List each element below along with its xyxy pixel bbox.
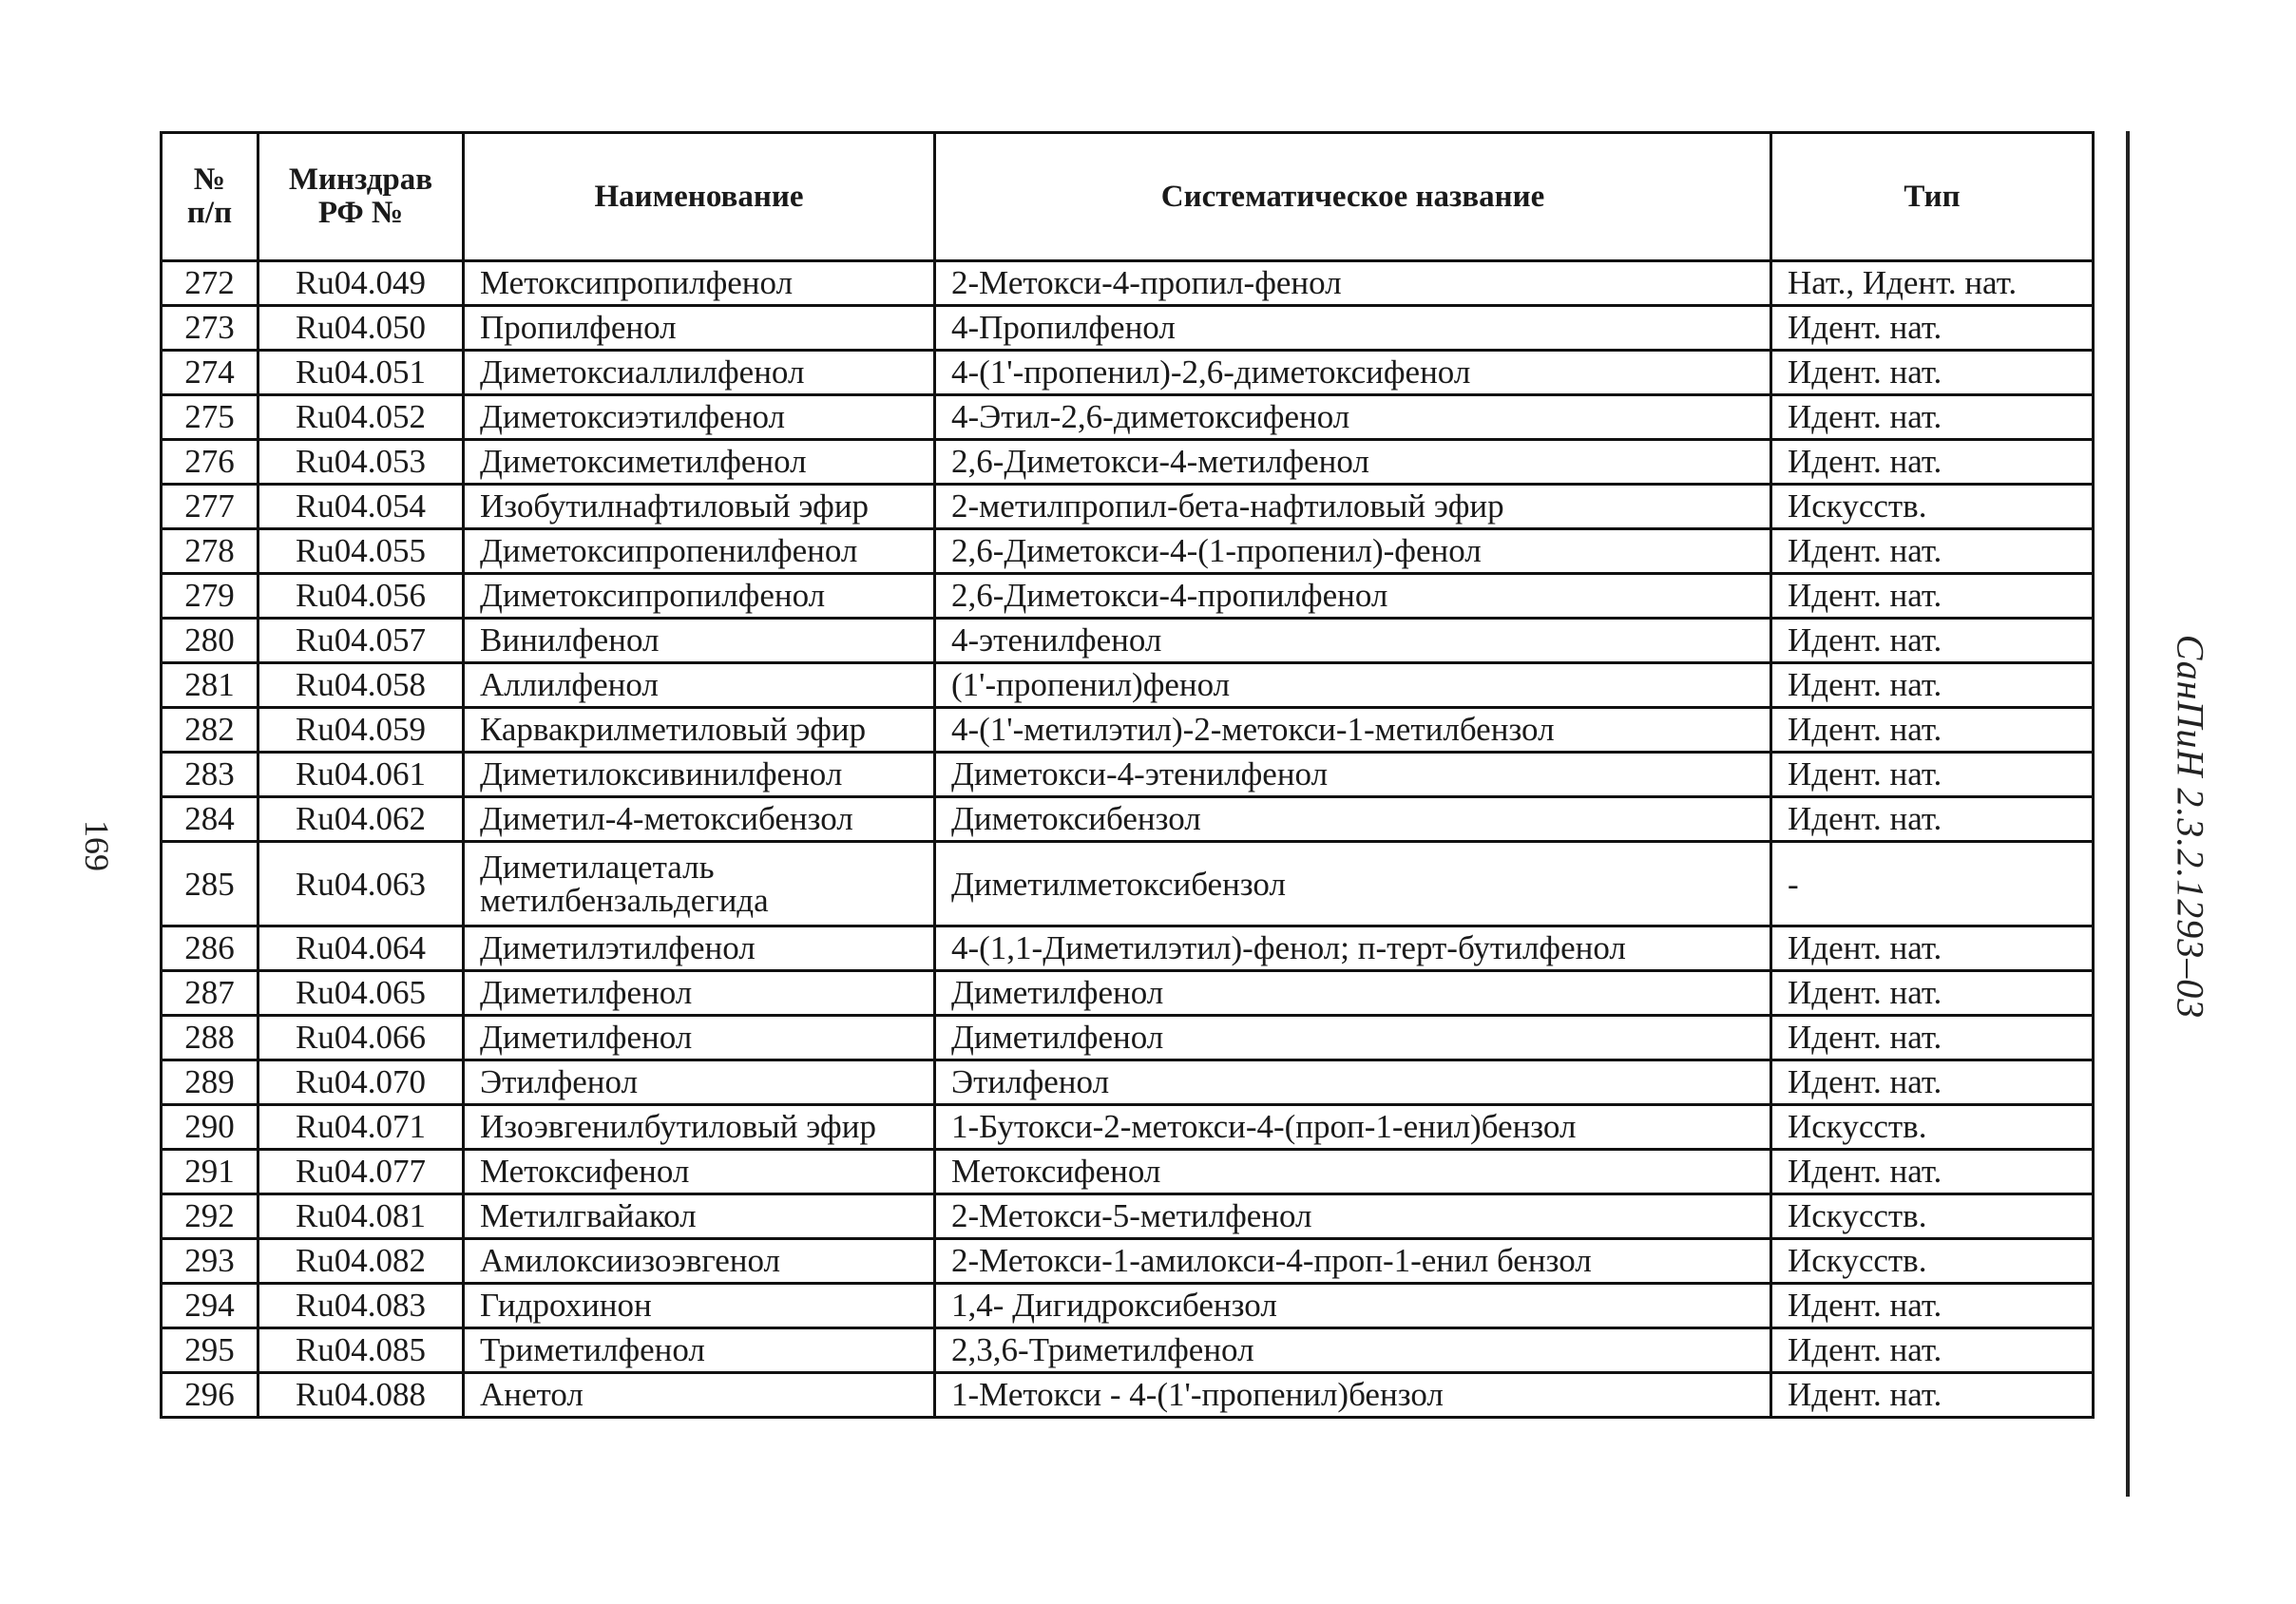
cell-code: Ru04.052: [258, 395, 464, 440]
cell-name: Диметоксипропенилфенол: [464, 529, 935, 574]
cell-systematic-name: 4-(1'-пропенил)-2,6-диметоксифенол: [935, 351, 1771, 395]
cell-systematic-name: 2,6-Диметокси-4-(1-пропенил)-фенол: [935, 529, 1771, 574]
cell-type: Искусств.: [1771, 1194, 2094, 1239]
cell-name: Диметилоксивинилфенол: [464, 753, 935, 797]
cell-type: Идент. нат.: [1771, 1016, 2094, 1060]
cell-systematic-name: 4-этенилфенол: [935, 619, 1771, 663]
cell-num: 294: [162, 1284, 258, 1328]
header-type: Тип: [1771, 133, 2094, 261]
cell-type: Идент. нат.: [1771, 529, 2094, 574]
table-row: [162, 1105, 2094, 1150]
cell-code: Ru04.061: [258, 753, 464, 797]
table-row: [162, 574, 2094, 619]
header-name: Наименование: [464, 133, 935, 261]
page-number-text: 169: [78, 820, 116, 871]
cell-code: Ru04.063: [258, 842, 464, 926]
cell-type: Идент. нат.: [1771, 395, 2094, 440]
cell-code: Ru04.055: [258, 529, 464, 574]
cell-code: Ru04.088: [258, 1373, 464, 1418]
cell-systematic-name: 2,6-Диметокси-4-метилфенол: [935, 440, 1771, 485]
cell-code: Ru04.082: [258, 1239, 464, 1284]
cell-code: Ru04.066: [258, 1016, 464, 1060]
cell-num: 275: [162, 395, 258, 440]
cell-systematic-name: Диметокси-4-этенилфенол: [935, 753, 1771, 797]
cell-code: Ru04.085: [258, 1328, 464, 1373]
cell-systematic-name: 4-Пропилфенол: [935, 306, 1771, 351]
cell-code: Ru04.053: [258, 440, 464, 485]
cell-code: Ru04.070: [258, 1060, 464, 1105]
cell-code: Ru04.056: [258, 574, 464, 619]
cell-code: Ru04.049: [258, 261, 464, 306]
table-row: [162, 529, 2094, 574]
table-row: [162, 1060, 2094, 1105]
table-row: [162, 1194, 2094, 1239]
vertical-rule: [2126, 131, 2130, 1497]
cell-num: 284: [162, 797, 258, 842]
cell-name: Диметоксиаллилфенол: [464, 351, 935, 395]
cell-systematic-name: Этилфенол: [935, 1060, 1771, 1105]
page-number: [68, 817, 125, 874]
cell-systematic-name: 4-(1,1-Диметилэтил)-фенол; п-терт-бутилфенол: [935, 926, 1771, 971]
cell-num: 273: [162, 306, 258, 351]
cell-num: 290: [162, 1105, 258, 1150]
cell-code: Ru04.071: [258, 1105, 464, 1150]
cell-systematic-name: Метоксифенол: [935, 1150, 1771, 1194]
table-row: [162, 842, 2094, 926]
table-row: [162, 753, 2094, 797]
cell-type: Нат., Идент. нат.: [1771, 261, 2094, 306]
cell-type: Идент. нат.: [1771, 1284, 2094, 1328]
cell-type: Идент. нат.: [1771, 1328, 2094, 1373]
cell-code: Ru04.054: [258, 485, 464, 529]
cell-num: 279: [162, 574, 258, 619]
substances-table: [160, 131, 2095, 1419]
cell-num: 281: [162, 663, 258, 708]
cell-name: Изобутилнафтиловый эфир: [464, 485, 935, 529]
cell-name: Анетол: [464, 1373, 935, 1418]
cell-name: Диметилацеталь метилбензальдегида: [464, 842, 935, 926]
cell-num: 289: [162, 1060, 258, 1105]
cell-name: Метилгвайакол: [464, 1194, 935, 1239]
table-row: [162, 708, 2094, 753]
table-row: [162, 797, 2094, 842]
cell-type: Идент. нат.: [1771, 574, 2094, 619]
cell-systematic-name: Диметилфенол: [935, 1016, 1771, 1060]
cell-type: Идент. нат.: [1771, 1060, 2094, 1105]
cell-systematic-name: 2,6-Диметокси-4-пропилфенол: [935, 574, 1771, 619]
cell-name: Гидрохинон: [464, 1284, 935, 1328]
table-row: [162, 971, 2094, 1016]
cell-name: Диметилфенол: [464, 971, 935, 1016]
cell-systematic-name: 2-метилпропил-бета-нафтиловый эфир: [935, 485, 1771, 529]
table-row: [162, 395, 2094, 440]
cell-num: 293: [162, 1239, 258, 1284]
table-row: [162, 1150, 2094, 1194]
cell-type: Идент. нат.: [1771, 306, 2094, 351]
cell-name: Карвакрилметиловый эфир: [464, 708, 935, 753]
cell-type: -: [1771, 842, 2094, 926]
table-row: [162, 1284, 2094, 1328]
document-code: [2156, 627, 2225, 1026]
table-header-row: [162, 133, 2094, 261]
cell-num: 278: [162, 529, 258, 574]
cell-type: Идент. нат.: [1771, 619, 2094, 663]
table-row: [162, 306, 2094, 351]
cell-systematic-name: 1,4- Дигидроксибензол: [935, 1284, 1771, 1328]
cell-code: Ru04.081: [258, 1194, 464, 1239]
cell-type: Идент. нат.: [1771, 663, 2094, 708]
cell-systematic-name: 2-Метокси-4-пропил-фенол: [935, 261, 1771, 306]
cell-name: Диметилэтилфенол: [464, 926, 935, 971]
table-row: [162, 261, 2094, 306]
cell-num: 285: [162, 842, 258, 926]
cell-systematic-name: 2-Метокси-5-метилфенол: [935, 1194, 1771, 1239]
cell-num: 295: [162, 1328, 258, 1373]
table-row: [162, 351, 2094, 395]
cell-name: Пропилфенол: [464, 306, 935, 351]
cell-name: Аллилфенол: [464, 663, 935, 708]
cell-num: 272: [162, 261, 258, 306]
cell-type: Искусств.: [1771, 1105, 2094, 1150]
cell-systematic-name: Диметоксибензол: [935, 797, 1771, 842]
cell-systematic-name: Диметилметоксибензол: [935, 842, 1771, 926]
cell-systematic-name: 4-Этил-2,6-диметоксифенол: [935, 395, 1771, 440]
cell-num: 287: [162, 971, 258, 1016]
cell-code: Ru04.057: [258, 619, 464, 663]
cell-name: Метоксипропилфенол: [464, 261, 935, 306]
cell-type: Идент. нат.: [1771, 971, 2094, 1016]
cell-name: Винилфенол: [464, 619, 935, 663]
table-row: [162, 926, 2094, 971]
cell-systematic-name: Диметилфенол: [935, 971, 1771, 1016]
cell-name: Изоэвгенилбутиловый эфир: [464, 1105, 935, 1150]
table-row: [162, 1016, 2094, 1060]
cell-num: 292: [162, 1194, 258, 1239]
cell-num: 282: [162, 708, 258, 753]
cell-code: Ru04.058: [258, 663, 464, 708]
cell-type: Идент. нат.: [1771, 1150, 2094, 1194]
cell-type: Идент. нат.: [1771, 351, 2094, 395]
cell-name: Диметил-4-метоксибензол: [464, 797, 935, 842]
cell-name: Этилфенол: [464, 1060, 935, 1105]
table-row: [162, 1239, 2094, 1284]
cell-systematic-name: 2,3,6-Триметилфенол: [935, 1328, 1771, 1373]
cell-type: Искусств.: [1771, 1239, 2094, 1284]
cell-code: Ru04.065: [258, 971, 464, 1016]
cell-code: Ru04.083: [258, 1284, 464, 1328]
cell-name: Диметоксиметилфенол: [464, 440, 935, 485]
table-row: [162, 1373, 2094, 1418]
cell-code: Ru04.059: [258, 708, 464, 753]
cell-num: 280: [162, 619, 258, 663]
cell-systematic-name: 4-(1'-метилэтил)-2-метокси-1-метилбензол: [935, 708, 1771, 753]
cell-name: Диметилфенол: [464, 1016, 935, 1060]
cell-num: 291: [162, 1150, 258, 1194]
cell-systematic-name: 2-Метокси-1-амилокси-4-проп-1-енил бензол: [935, 1239, 1771, 1284]
header-code: Минздрав РФ №: [258, 133, 464, 261]
cell-num: 286: [162, 926, 258, 971]
table-body: [162, 261, 2094, 1418]
table-row: [162, 440, 2094, 485]
cell-code: Ru04.050: [258, 306, 464, 351]
cell-num: 274: [162, 351, 258, 395]
cell-name: Триметилфенол: [464, 1328, 935, 1373]
cell-code: Ru04.051: [258, 351, 464, 395]
document-code-text: СанПиН 2.3.2.1293–03: [2169, 634, 2212, 1020]
cell-code: Ru04.064: [258, 926, 464, 971]
cell-type: Искусств.: [1771, 485, 2094, 529]
cell-code: Ru04.062: [258, 797, 464, 842]
cell-num: 277: [162, 485, 258, 529]
cell-name: Амилоксиизоэвгенол: [464, 1239, 935, 1284]
table-row: [162, 485, 2094, 529]
header-num: № п/п: [162, 133, 258, 261]
cell-type: Идент. нат.: [1771, 753, 2094, 797]
header-systematic-name: Систематическое название: [935, 133, 1771, 261]
cell-num: 283: [162, 753, 258, 797]
cell-type: Идент. нат.: [1771, 708, 2094, 753]
table-row: [162, 1328, 2094, 1373]
cell-type: Идент. нат.: [1771, 797, 2094, 842]
cell-name: Диметоксипропилфенол: [464, 574, 935, 619]
cell-systematic-name: (1'-пропенил)фенол: [935, 663, 1771, 708]
cell-num: 276: [162, 440, 258, 485]
cell-code: Ru04.077: [258, 1150, 464, 1194]
cell-name: Метоксифенол: [464, 1150, 935, 1194]
cell-type: Идент. нат.: [1771, 926, 2094, 971]
cell-num: 288: [162, 1016, 258, 1060]
cell-systematic-name: 1-Метокси - 4-(1'-пропенил)бензол: [935, 1373, 1771, 1418]
table-row: [162, 663, 2094, 708]
cell-type: Идент. нат.: [1771, 1373, 2094, 1418]
cell-type: Идент. нат.: [1771, 440, 2094, 485]
cell-systematic-name: 1-Бутокси-2-метокси-4-(проп-1-енил)бензол: [935, 1105, 1771, 1150]
table-row: [162, 619, 2094, 663]
cell-name: Диметоксиэтилфенол: [464, 395, 935, 440]
cell-num: 296: [162, 1373, 258, 1418]
